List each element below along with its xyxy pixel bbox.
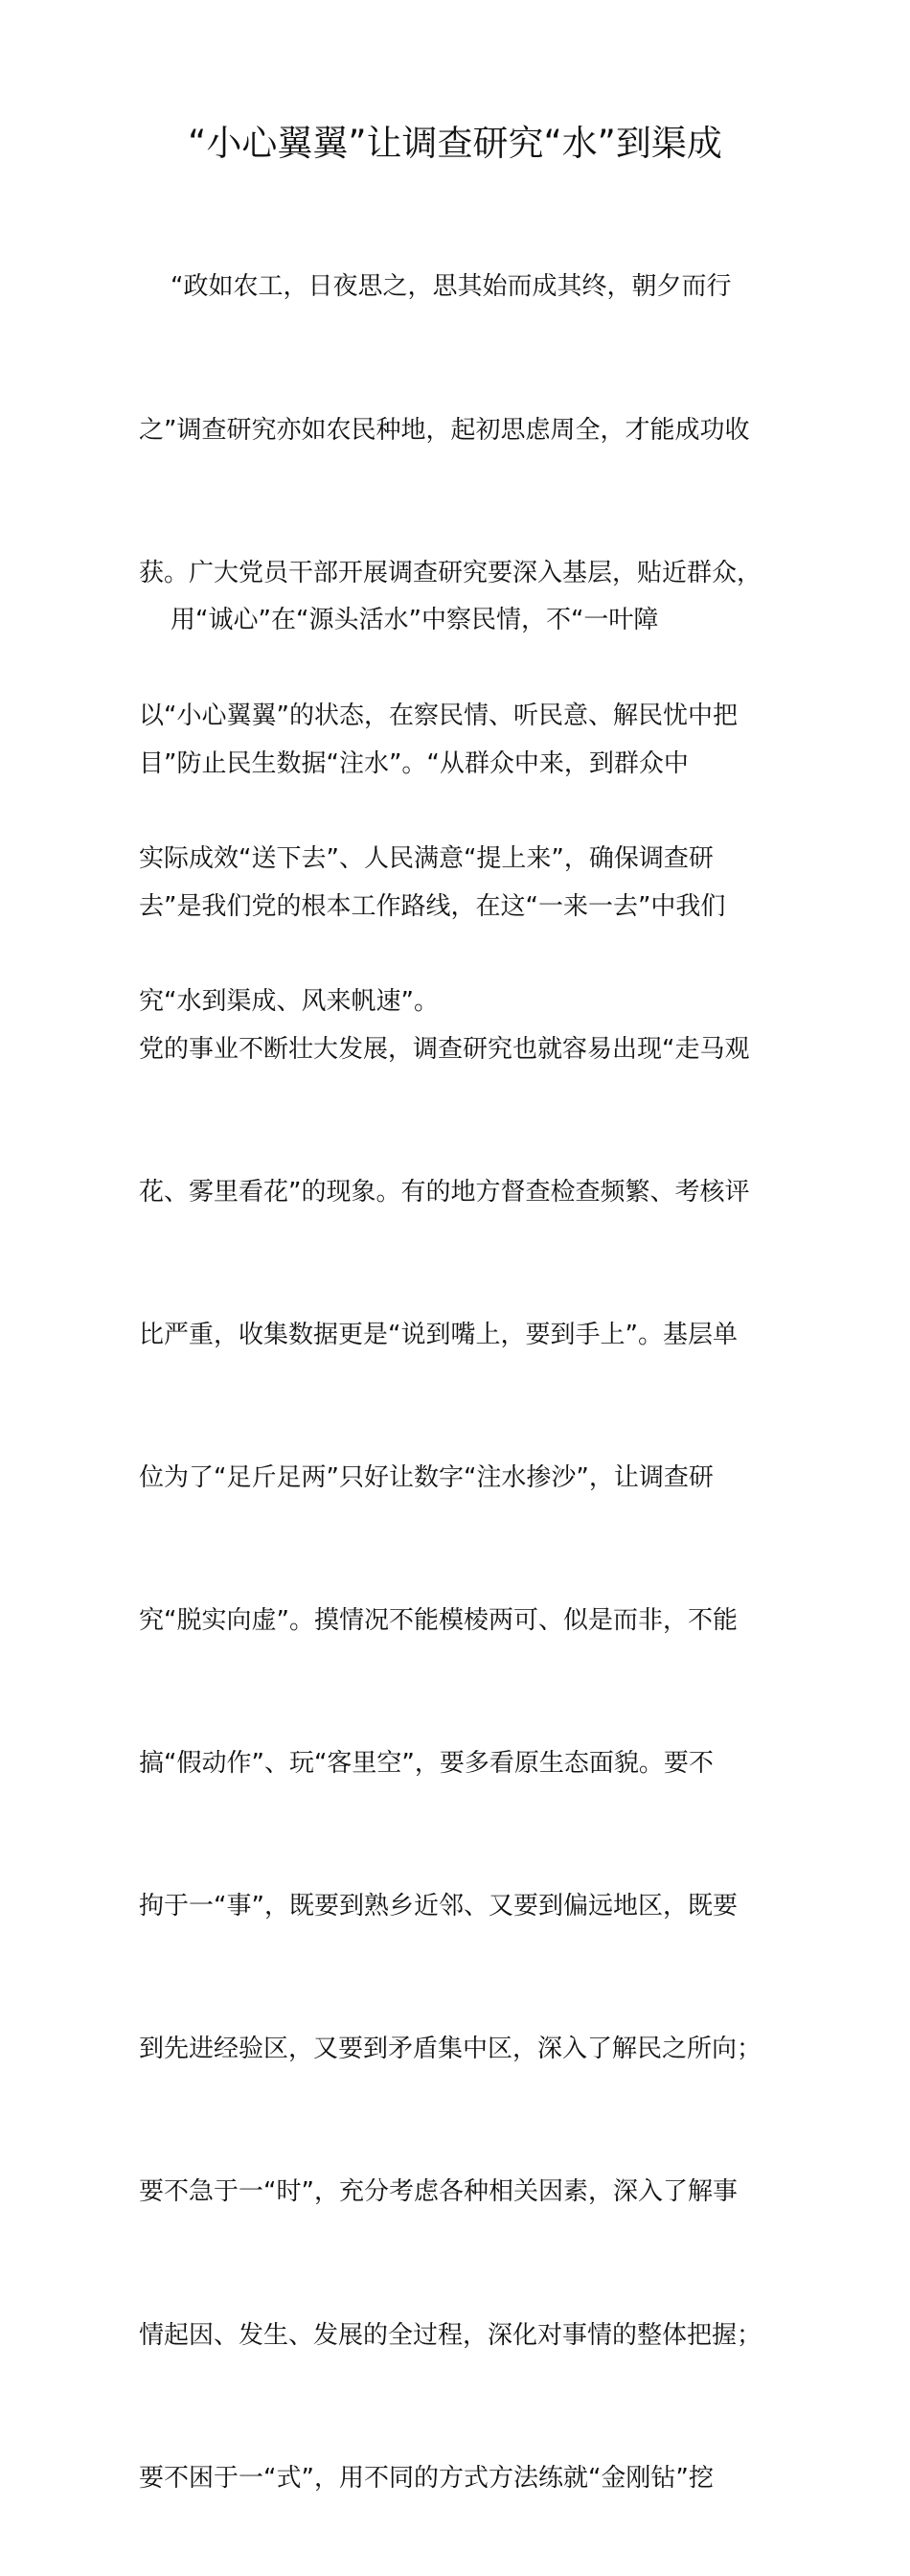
paragraph-line: 之”调查研究亦如农民种地，起初思虑周全，才能成功收 [139,415,750,445]
paragraph-line: 比严重，收集数据更是“说到嘴上，要到手上”。基层单 [139,1320,738,1349]
document-title: “小心翼翼”让调查研究“水”到渠成 [188,123,722,164]
paragraph-line: 究“脱实向虚”。摸情况不能模棱两可、似是而非，不能 [139,1606,738,1636]
paragraph-line: 党的事业不断壮大发展，调查研究也就容易出现“走马观 [139,1034,750,1064]
paragraph-line: 去”是我们党的根本工作路线，在这“一来一去”中我们 [139,891,726,921]
paragraph-line: 目”防止民生数据“注水”。“从群众中来，到群众中 [139,748,689,778]
paragraph-line: 情起因、发生、发展的全过程，深化对事情的整体把握； [139,2320,762,2350]
paragraph-line: “政如农工，日夜思之，思其始而成其终，朝夕而行 [139,272,732,302]
paragraph-line: 以“小心翼翼”的状态，在察民情、听民意、解民忧中把 [139,701,738,730]
paragraph-line: 实际成效“送下去”、人民满意“提上来”，确保调查研 [139,843,714,873]
paragraph-line: 搞“假动作”、玩“客里空”，要多看原生态面貌。要不 [139,1749,714,1779]
paragraph-line: 拘于一“事”，既要到熟乡近邻、又要到偏远地区，既要 [139,1892,738,1921]
paragraph-line: 花、雾里看花”的现象。有的地方督查检查频繁、考核评 [139,1177,750,1207]
paragraph-line: 究“水到渠成、风来帆速”。 [139,986,439,1016]
paragraph-line: 获。广大党员干部开展调查研究要深入基层，贴近群众， [139,558,762,587]
paragraph-line: 要不困于一“式”，用不同的方式方法练就“金刚钻”挖 [139,2463,714,2493]
paragraph-line: 到先进经验区，又要到矛盾集中区，深入了解民之所向； [139,2035,762,2064]
paragraph-line: 要不急于一“时”，充分考虑各种相关因素，深入了解事 [139,2177,738,2207]
paragraph-line: 位为了“足斤足两”只好让数字“注水掺沙”，让调查研 [139,1462,714,1492]
paragraph-2 [139,502,776,2576]
paragraph-line: 用“诚心”在“源头活水”中察民情，不“一叶障 [139,606,659,635]
